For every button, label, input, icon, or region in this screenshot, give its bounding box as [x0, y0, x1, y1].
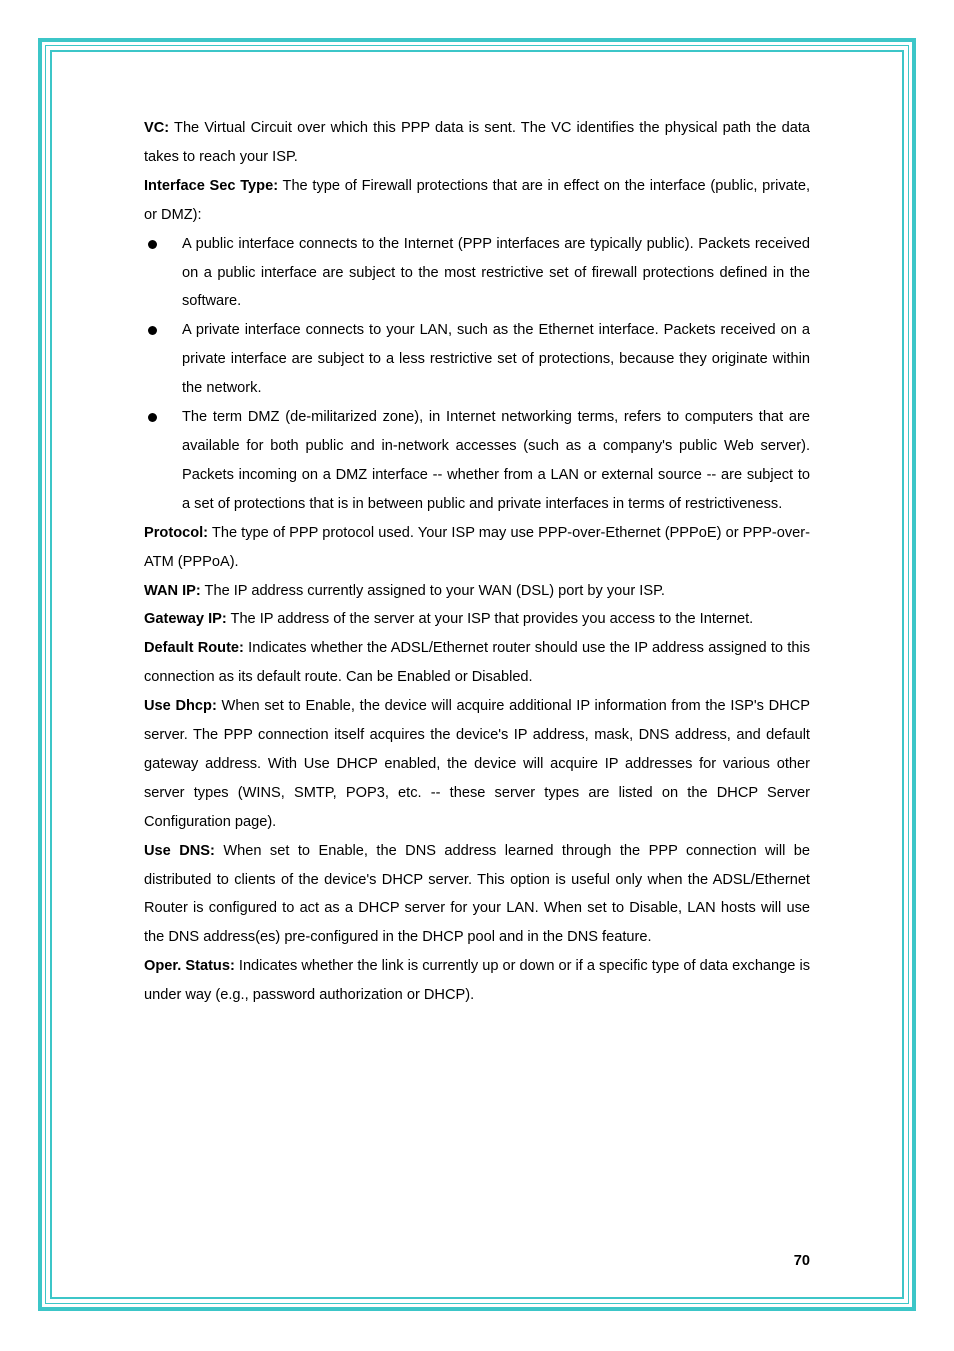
term-description: Indicates whether the ADSL/Ethernet router should use the IP address assigned to this connection as its default route. Can be Enabled or Disabled. [144, 640, 810, 686]
definition-oper-status [144, 952, 810, 1010]
list-item-text: A public interface connects to the Internet (PPP interfaces are typically public). Packets received on a public interface are subject to the most restrictive set of firewall protections defined in the software. [182, 235, 810, 310]
list-item-text: The term DMZ (de-militarized zone), in Internet networking terms, refers to computers that are available for both public and in-network accesses (such as a company's public Web server). Packets incoming on a DMZ interface -- whether from a LAN or external source -- are subject to a set of protections that is in between public and private interfaces in terms of restrictiveness. [182, 409, 810, 512]
term-label: WAN IP: [144, 582, 201, 599]
term-label: Interface Sec Type: [144, 177, 279, 194]
term-label: VC: [144, 120, 170, 136]
term-label: Gateway IP: [144, 611, 227, 628]
term-label: Default Route: [144, 640, 244, 657]
term-label: Oper. Status: [144, 958, 235, 975]
definition-use-dns [144, 837, 810, 953]
term-description: Indicates whether the link is currently up or down or if a specific type of data exchange is under way (e.g., password authorization or DHCP). [144, 958, 810, 1004]
term-label: Protocol: [144, 524, 209, 541]
list-item-private [144, 316, 810, 403]
definition-gateway-ip [144, 605, 810, 634]
page-number: 70 [793, 1253, 810, 1269]
list-item-dmz [144, 403, 810, 519]
term-description: The Virtual Circuit over which this PPP data is sent. The VC identifies the physical path the data takes to reach your ISP. [144, 120, 810, 165]
term-description: The IP address currently assigned to your WAN (DSL) port by your ISP. [200, 582, 665, 599]
list-item-text: A private interface connects to your LAN, such as the Ethernet interface. Packets received on a private interface are subject to a less restrictive set of protections, because they originate within the network. [182, 322, 810, 397]
bullet-icon [148, 326, 157, 335]
interface-type-list [144, 230, 810, 519]
definition-default-route [144, 634, 810, 692]
term-description: The type of Firewall protections that are in effect on the interface (public, private, or DMZ): [144, 177, 811, 223]
term-description: When set to Enable, the device will acquire additional IP information from the ISP's DHCP server. The PPP connection itself acquires the device's IP address, mask, DNS address, and default gateway address. With Use DHCP enabled, the device will acquire IP addresses for various other server types (WINS, SMTP, POP3, etc. -- these server types are listed on the DHCP Server Configuration page). [144, 698, 810, 830]
definition-interface-sec-type [144, 172, 810, 230]
definition-vc [144, 114, 810, 172]
definition-use-dhcp [144, 692, 810, 837]
bullet-icon [148, 240, 157, 249]
term-label: Use Dhcp: [144, 698, 217, 715]
list-item-public [144, 230, 810, 317]
definition-wan-ip [144, 577, 810, 606]
term-description: The type of PPP protocol used. Your ISP may use PPP-over-Ethernet (PPPoE) or PPP-over-ATM (PPPoA). [144, 524, 810, 570]
term-description: When set to Enable, the DNS address learned through the PPP connection will be distributed to clients of the device's DHCP server. This option is useful only when the ADSL/Ethernet Router is configured to act as a DHCP server for your LAN. When set to Disable, LAN hosts will use the DNS address(es) pre-configured in the DHCP pool and in the DNS feature. [144, 842, 810, 946]
term-label: Use DNS: [144, 842, 215, 859]
bullet-icon [148, 413, 157, 422]
definition-protocol [144, 519, 810, 577]
term-description: The IP address of the server at your ISP that provides you access to the Internet. [226, 611, 754, 628]
page-content [144, 114, 810, 1010]
